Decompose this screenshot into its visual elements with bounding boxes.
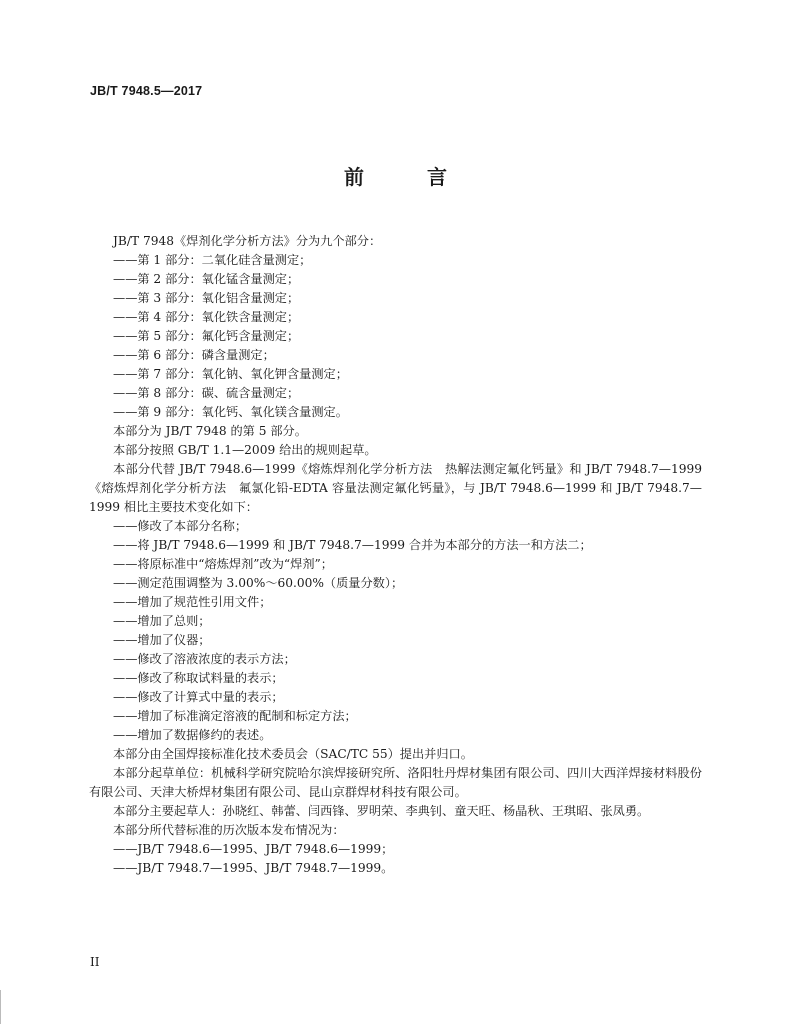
drafters-paragraph: 本部分主要起草人：孙晓红、韩蕾、闫西锋、罗明荣、李典钊、童天旺、杨晶秋、王琪昭、张凤勇。 xyxy=(113,804,650,818)
page-number: II xyxy=(90,955,100,969)
standard-code: JB/T 7948.5—2017 xyxy=(90,84,203,98)
list-item: ——增加了仪器； xyxy=(113,633,211,647)
drafting-units-paragraph: 本部分起草单位：机械科学研究院哈尔滨焊接研究所、洛阳牡丹焊材集团有限公司、四川大西洋焊接材料股份有限公司、天津大桥焊材集团有限公司、昆山京群焊材科技有限公司。 xyxy=(89,766,702,799)
list-item: ——第 1 部分：二氧化硅含量测定； xyxy=(113,253,312,267)
list-item: ——第 7 部分：氧化钠、氧化钾含量测定； xyxy=(113,367,348,381)
list-item: ——测定范围调整为 3.00%～60.00%（质量分数）； xyxy=(113,576,404,590)
list-item: ——增加了总则； xyxy=(113,614,211,628)
list-item: ——增加了标准滴定溶液的配制和标定方法； xyxy=(113,709,357,723)
foreword-body xyxy=(89,232,702,878)
list-item: ——修改了计算式中量的表示； xyxy=(113,690,284,704)
part-of-paragraph: 本部分为 JB/T 7948 的第 5 部分。 xyxy=(113,424,307,438)
list-item: ——JB/T 7948.6—1995、JB/T 7948.6—1999； xyxy=(113,842,394,856)
list-item: ——增加了规范性引用文件； xyxy=(113,595,272,609)
list-item: ——将 JB/T 7948.6—1999 和 JB/T 7948.7—1999 合并为本部分的方法一和方法二； xyxy=(113,538,592,552)
replaces-paragraph: 本部分代替 JB/T 7948.6—1999《熔炼焊剂化学分析方法 热解法测定氟化钙量》和 JB/T 7948.7—1999《熔炼焊剂化学分析方法 氟氯化铅-EDTA 容量法测定氟化钙量》，与 JB/T 7948.6—1999 和 JB/T 7948.7—1999 相比主要技术变化如下： xyxy=(89,462,702,514)
proposed-by-paragraph: 本部分由全国焊接标准化技术委员会（SAC/TC 55）提出并归口。 xyxy=(113,747,473,761)
list-item: ——修改了本部分名称； xyxy=(113,519,248,533)
list-item: ——将原标准中“熔炼焊剂”改为“焊剂”； xyxy=(113,557,333,571)
list-item: ——第 9 部分：氧化钙、氧化镁含量测定。 xyxy=(113,405,348,419)
list-item: ——修改了溶液浓度的表示方法； xyxy=(113,652,296,666)
list-item: ——第 6 部分：磷含量测定； xyxy=(113,348,275,362)
intro-paragraph: JB/T 7948《焊剂化学分析方法》分为九个部分： xyxy=(113,234,382,248)
drafting-rule-paragraph: 本部分按照 GB/T 1.1—2009 给出的规则起草。 xyxy=(113,443,377,457)
list-item: ——第 2 部分：氧化锰含量测定； xyxy=(113,272,300,286)
list-item: ——修改了称取试料量的表示； xyxy=(113,671,284,685)
list-item: ——第 5 部分：氟化钙含量测定； xyxy=(113,329,300,343)
list-item: ——增加了数据修约的表述。 xyxy=(113,728,272,742)
list-item: ——JB/T 7948.7—1995、JB/T 7948.7—1999。 xyxy=(113,861,394,875)
history-intro: 本部分所代替标准的历次版本发布情况为： xyxy=(113,823,345,837)
foreword-title: 前 言 xyxy=(344,165,475,189)
list-item: ——第 8 部分：碳、硫含量测定； xyxy=(113,386,300,400)
list-item: ——第 4 部分：氧化铁含量测定； xyxy=(113,310,300,324)
list-item: ——第 3 部分：氧化铝含量测定； xyxy=(113,291,300,305)
scan-edge xyxy=(0,990,1,1024)
